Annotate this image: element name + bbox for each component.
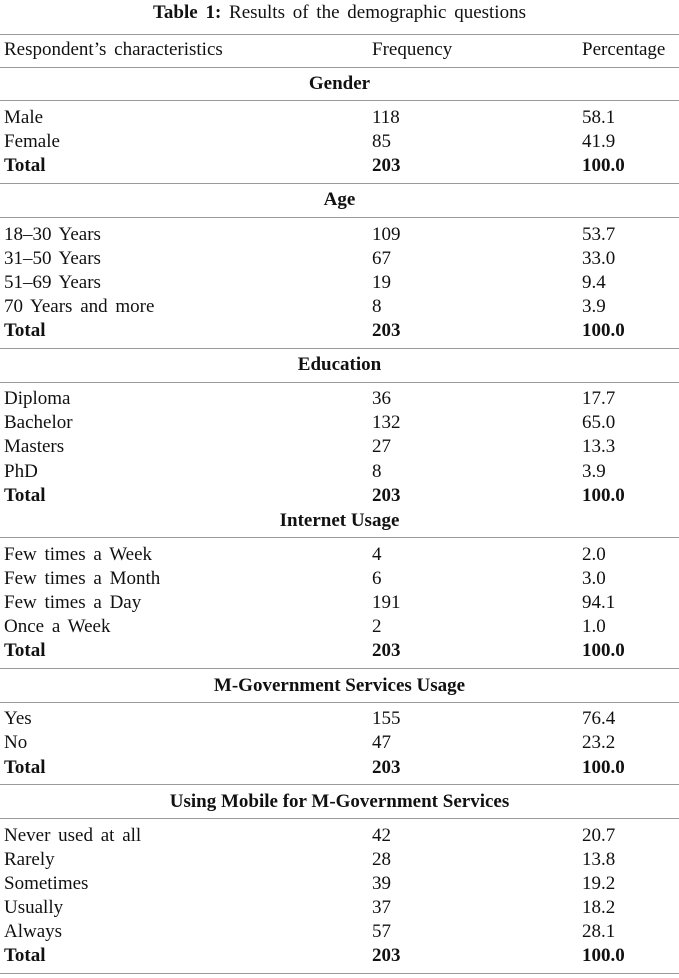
table-row: Rarely 28 13.8 (4, 849, 616, 870)
section-rule (0, 784, 679, 785)
section-rule (0, 702, 679, 703)
header-characteristics: Respondent’s characteristics (4, 39, 223, 60)
table-row: PhD 8 3.9 (4, 461, 606, 482)
table-row: Once a Week 2 1.0 (4, 616, 606, 637)
header-percentage: Percentage (582, 39, 666, 60)
header-row (0, 38, 679, 62)
total-row: Total 203 100.0 (4, 757, 625, 778)
bottom-rule (0, 973, 679, 974)
table-row: Male 118 58.1 (4, 107, 616, 128)
section-rule (0, 382, 679, 383)
table-row: Yes 155 76.4 (4, 708, 616, 729)
table-row: Few times a Month 6 3.0 (4, 568, 606, 589)
table-row: Few times a Day 191 94.1 (4, 592, 616, 613)
table-row: Always 57 28.1 (4, 921, 616, 942)
table-row: 70 Years and more 8 3.9 (4, 296, 606, 317)
section-title-mgov-usage: M-Government Services Usage (213, 675, 466, 696)
caption-text: Results of the demographic questions (229, 2, 526, 23)
section-rule (0, 100, 679, 101)
section-title-age: Age (323, 189, 356, 210)
table-row: Bachelor 132 65.0 (4, 412, 616, 433)
section-rule (0, 348, 679, 349)
section-rule (0, 217, 679, 218)
top-rule (0, 34, 679, 35)
section-rule (0, 818, 679, 819)
table-caption (0, 0, 679, 26)
section-title-education: Education (297, 354, 382, 375)
table-row: Never used at all 42 20.7 (4, 825, 616, 846)
section-title-mobile-mgov: Using Mobile for M-Government Services (169, 791, 510, 812)
caption-label: Table 1: (152, 2, 222, 23)
table-row: 18–30 Years 109 53.7 (4, 224, 616, 245)
section-rule (0, 537, 679, 538)
total-row: Total 203 100.0 (4, 320, 625, 341)
table-row: Few times a Week 4 2.0 (4, 544, 606, 565)
section-title-gender: Gender (308, 73, 371, 94)
table-row: Usually 37 18.2 (4, 897, 616, 918)
total-row: Total 203 100.0 (4, 485, 625, 506)
table-row: No 47 23.2 (4, 732, 616, 753)
section-rule (0, 183, 679, 184)
table-row: Female 85 41.9 (4, 131, 616, 152)
header-rule (0, 67, 679, 68)
total-row: Total 203 100.0 (4, 640, 625, 661)
table-row: Diploma 36 17.7 (4, 388, 616, 409)
total-row: Total 203 100.0 (4, 155, 625, 176)
table-row: 51–69 Years 19 9.4 (4, 272, 606, 293)
table-row: Masters 27 13.3 (4, 436, 616, 457)
header-frequency: Frequency (372, 39, 453, 60)
total-row: Total 203 100.0 (4, 945, 625, 966)
table-row: 31–50 Years 67 33.0 (4, 248, 616, 269)
section-title-internet-usage: Internet Usage (279, 510, 400, 531)
section-rule (0, 668, 679, 669)
table-row: Sometimes 39 19.2 (4, 873, 616, 894)
